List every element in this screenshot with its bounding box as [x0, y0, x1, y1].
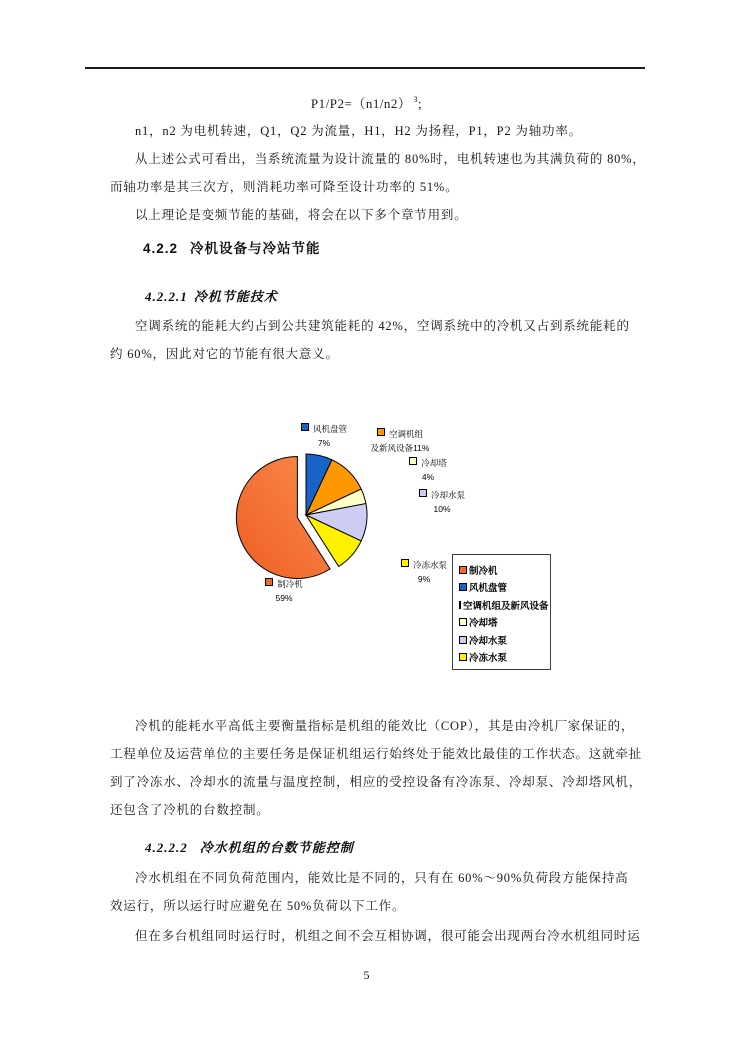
para-cop-line4: 还包含了冷机的台数控制。	[110, 803, 270, 817]
para-theory: 以上理论是变频节能的基础，将会在以下多个章节用到。	[135, 208, 468, 222]
para-cop-line2: 工程单位及运营单位的主要任务是保证机组运行始终处于能效比最佳的工作状态。这就牵扯	[110, 747, 643, 761]
chilled-pump-marker-icon	[401, 559, 409, 567]
legend-item-ahu	[459, 596, 549, 614]
definitions-line: n1，n2 为电机转速，Q1，Q2 为流量，H1，H2 为扬程，P1，P2 为轴功率。	[135, 124, 582, 138]
callout-cooling-pump	[404, 489, 480, 516]
para-cop-line1: 冷机的能耗水平高低主要衡量指标是机组的能效比（COP），其是由冷机厂家保证的，	[135, 719, 635, 733]
legend-cooling-pump-marker-icon	[459, 636, 467, 644]
callout-cooling-pump-label: 冷却水泵	[430, 490, 465, 500]
legend-item-chilled-pump	[459, 649, 546, 667]
callout-chiller	[252, 578, 316, 605]
page-number: 5	[363, 968, 370, 982]
legend-item-cooling-pump	[459, 631, 546, 649]
callout-chiller-label: 制冷机	[277, 579, 303, 589]
fan-coil-marker-icon	[301, 423, 309, 431]
formula-main: P1/P2=（n1/n2）	[310, 96, 412, 111]
ahu-marker-icon	[377, 428, 385, 436]
legend-chilled-pump-marker-icon	[459, 653, 467, 661]
legend-item-chiller	[459, 561, 546, 579]
legend-fan-coil-label: 风机盘管	[469, 583, 508, 595]
legend-cooling-tower-marker-icon	[459, 618, 467, 626]
legend-cooling-pump-label: 冷却水泵	[469, 635, 508, 647]
top-rule	[85, 67, 645, 69]
callout-cooling-tower-value: 4%	[421, 471, 435, 482]
callout-cooling-tower-label: 冷却塔	[421, 458, 447, 468]
legend-fan-coil-marker-icon	[459, 583, 467, 591]
para-ac-line2: 约 60%，因此对它的节能有很大意义。	[110, 347, 339, 361]
callout-ahu-value: 及新风设备11%	[370, 442, 430, 453]
callout-ahu-label: 空调机组	[388, 429, 423, 439]
legend-chilled-pump-label: 冷冻水泵	[469, 653, 508, 665]
legend-item-cooling-tower	[459, 614, 546, 632]
para-formula-line2: 而轴功率是其三次方，则消耗功率可降至设计功率的 51%。	[110, 180, 459, 194]
callout-fan-coil-label: 风机盘管	[312, 424, 347, 434]
cooling-tower-marker-icon	[409, 457, 417, 465]
heading-4-2-2-2-title: 冷水机组的台数节能控制	[199, 840, 354, 855]
legend-ahu-marker-icon	[459, 601, 461, 609]
heading-4-2-2	[143, 237, 321, 257]
legend-chiller-marker-icon	[459, 566, 467, 574]
callout-cooling-tower	[396, 457, 460, 484]
callout-chiller-value: 59%	[275, 592, 293, 603]
legend-cooling-tower-label: 冷却塔	[469, 618, 498, 630]
cooling-pump-marker-icon	[419, 489, 427, 497]
heading-4-2-2-1-number: 4.2.2.1	[145, 289, 188, 304]
callout-chilled-pump-label: 冷冻水泵	[412, 560, 447, 570]
chart-legend	[452, 554, 551, 670]
heading-4-2-2-2	[145, 837, 354, 856]
callout-cooling-pump-value: 10%	[433, 503, 451, 514]
para-load-line1: 冷水机组在不同负荷范围内，能效比是不同的，只有在 60%～90%负荷段方能保持高	[135, 871, 629, 885]
chiller-marker-icon	[265, 578, 273, 586]
para-ac-line1: 空调系统的能耗大约占到公共建筑能耗的 42%，空调系统中的冷机又占到系统能耗的	[135, 319, 630, 333]
callout-chilled-pump	[386, 559, 462, 586]
heading-4-2-2-1	[145, 286, 278, 305]
para-formula-line1: 从上述公式可看出，当系统流量为设计流量的 80%时，电机转速也为其满负荷的 80%，	[135, 152, 646, 166]
para-load-line2: 效运行，所以运行时应避免在 50%负荷以下工作。	[110, 899, 406, 913]
callout-chilled-pump-value: 9%	[417, 573, 431, 584]
heading-4-2-2-2-number: 4.2.2.2	[145, 840, 188, 855]
callout-ahu	[348, 428, 452, 455]
para-multi: 但在多台机组同时运行时，机组之间不会互相协调，很可能会出现两台冷水机组同时运	[135, 929, 641, 943]
legend-ahu-label: 空调机组及新风设备	[463, 600, 549, 612]
formula-exponent: 3	[413, 95, 418, 104]
callout-fan-coil-value: 7%	[317, 437, 331, 448]
heading-4-2-2-number: 4.2.2	[143, 241, 179, 256]
formula-tail: ;	[417, 96, 423, 111]
formula-line	[0, 93, 733, 112]
legend-item-fan-coil	[459, 579, 546, 597]
para-cop-line3: 到了冷冻水、冷却水的流量与温度控制，相应的受控设备有冷冻泵、冷却泵、冷却塔风机，	[110, 775, 643, 789]
heading-4-2-2-title: 冷机设备与冷站节能	[190, 241, 321, 256]
legend-chiller-label: 制冷机	[469, 565, 498, 577]
heading-4-2-2-1-title: 冷机节能技术	[193, 289, 278, 304]
